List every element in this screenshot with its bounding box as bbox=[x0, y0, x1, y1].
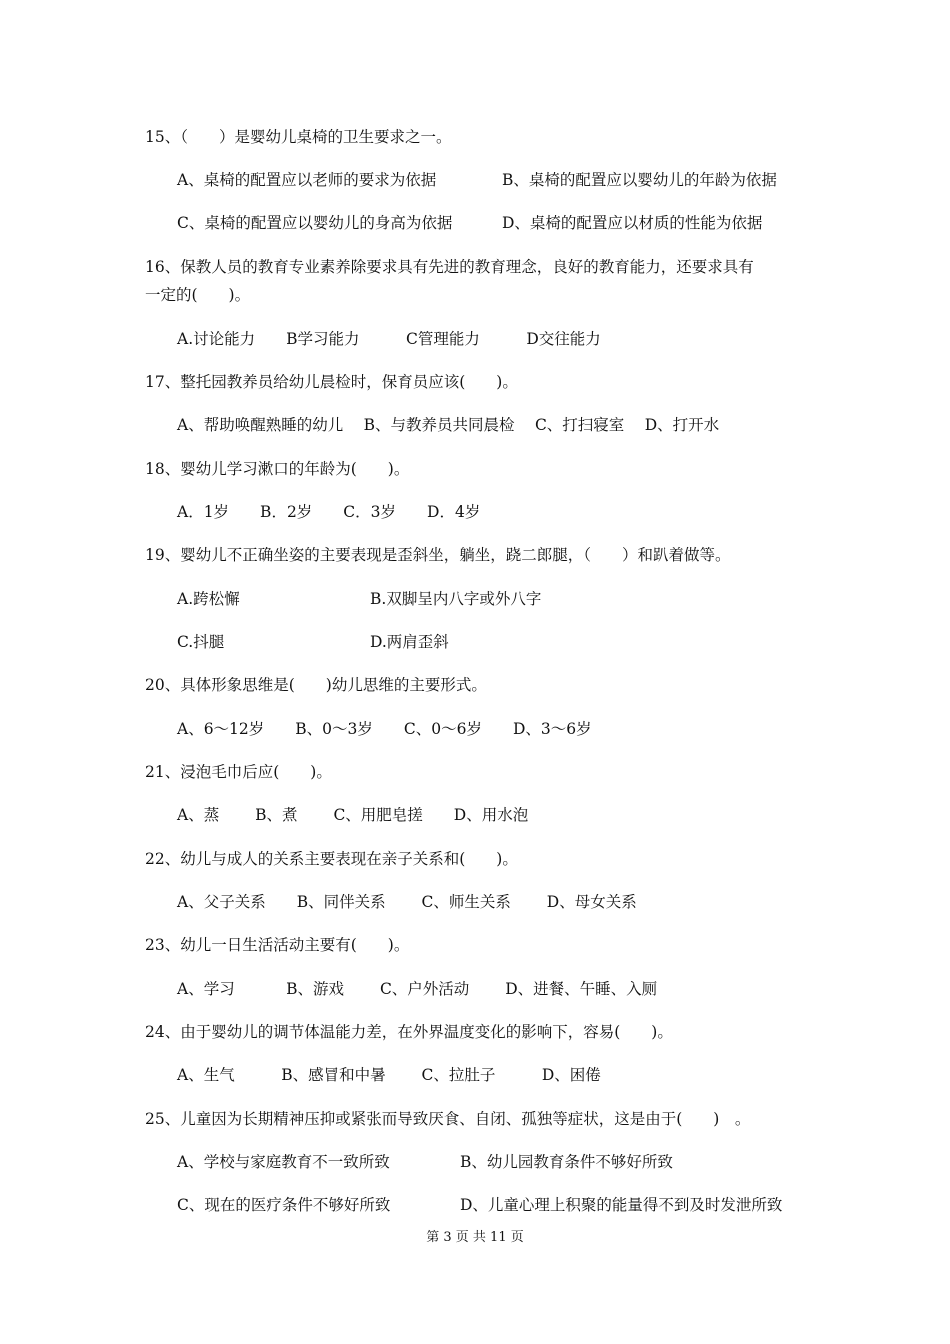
question-24-stem: 24、由于婴幼儿的调节体温能力差，在外界温度变化的影响下，容易( )。 bbox=[145, 1023, 673, 1041]
question-20-options: A、6～12岁 B、0～3岁 C、0～6岁 D、3～6岁 bbox=[177, 720, 592, 738]
question-25-option-d: D、儿童心理上积聚的能量得不到及时发泄所致 bbox=[460, 1196, 783, 1214]
question-15-option-d: D、桌椅的配置应以材质的性能为依据 bbox=[502, 214, 763, 232]
question-20-stem: 20、具体形象思维是( )幼儿思维的主要形式。 bbox=[145, 676, 487, 694]
question-22-stem: 22、幼儿与成人的关系主要表现在亲子关系和( )。 bbox=[145, 850, 518, 868]
question-25-option-a: A、学校与家庭教育不一致所致 bbox=[177, 1153, 390, 1171]
question-19-option-d: D.两肩歪斜 bbox=[370, 633, 449, 651]
question-16-options: A.讨论能力 B学习能力 C管理能力 D交往能力 bbox=[177, 330, 601, 348]
question-17-options: A、帮助唤醒熟睡的幼儿 B、与教养员共同晨检 C、打扫寝室 D、打开水 bbox=[177, 416, 720, 434]
page-footer: 第 3 页 共 11 页 bbox=[426, 1230, 524, 1245]
question-15-option-a: A、桌椅的配置应以老师的要求为依据 bbox=[177, 171, 437, 189]
question-15-option-b: B、桌椅的配置应以婴幼儿的年龄为依据 bbox=[502, 171, 777, 189]
question-22-options: A、父子关系 B、同伴关系 C、师生关系 D、母女关系 bbox=[177, 893, 637, 911]
question-21-options: A、蒸 B、煮 C、用肥皂搓 D、用水泡 bbox=[177, 806, 529, 824]
question-25-stem: 25、儿童因为长期精神压抑或紧张而导致厌食、自闭、孤独等症状，这是由于( ) 。 bbox=[145, 1110, 751, 1128]
question-17-stem: 17、整托园教养员给幼儿晨检时，保育员应该( )。 bbox=[145, 373, 518, 391]
question-16-stem-continued: 一定的( )。 bbox=[145, 286, 251, 304]
question-23-stem: 23、幼儿一日生活活动主要有( )。 bbox=[145, 936, 410, 954]
question-23-options: A、学习 B、游戏 C、户外活动 D、进餐、午睡、入厕 bbox=[177, 980, 658, 998]
question-19-stem: 19、婴幼儿不正确坐姿的主要表现是歪斜坐，躺坐，跷二郎腿，（ ）和趴着做等。 bbox=[145, 546, 731, 564]
question-25-option-c: C、现在的医疗条件不够好所致 bbox=[177, 1196, 391, 1214]
question-15-option-c: C、桌椅的配置应以婴幼儿的身高为依据 bbox=[177, 214, 453, 232]
question-19-option-c: C.抖腿 bbox=[177, 633, 225, 651]
question-19-option-b: B.双脚呈内八字或外八字 bbox=[370, 590, 542, 608]
question-21-stem: 21、浸泡毛巾后应( )。 bbox=[145, 763, 332, 781]
question-18-options: A．1岁 B．2岁 C．3岁 D．4岁 bbox=[177, 503, 481, 521]
question-16-stem: 16、保教人员的教育专业素养除要求具有先进的教育理念，良好的教育能力，还要求具有 bbox=[145, 258, 754, 276]
question-19-option-a: A.跨松懈 bbox=[177, 590, 240, 608]
question-24-options: A、生气 B、感冒和中暑 C、拉肚子 D、困倦 bbox=[177, 1066, 601, 1084]
question-15-stem: 15、（ ）是婴幼儿桌椅的卫生要求之一。 bbox=[145, 128, 452, 146]
question-18-stem: 18、婴幼儿学习漱口的年龄为( )。 bbox=[145, 460, 410, 478]
question-25-option-b: B、幼儿园教育条件不够好所致 bbox=[460, 1153, 673, 1171]
